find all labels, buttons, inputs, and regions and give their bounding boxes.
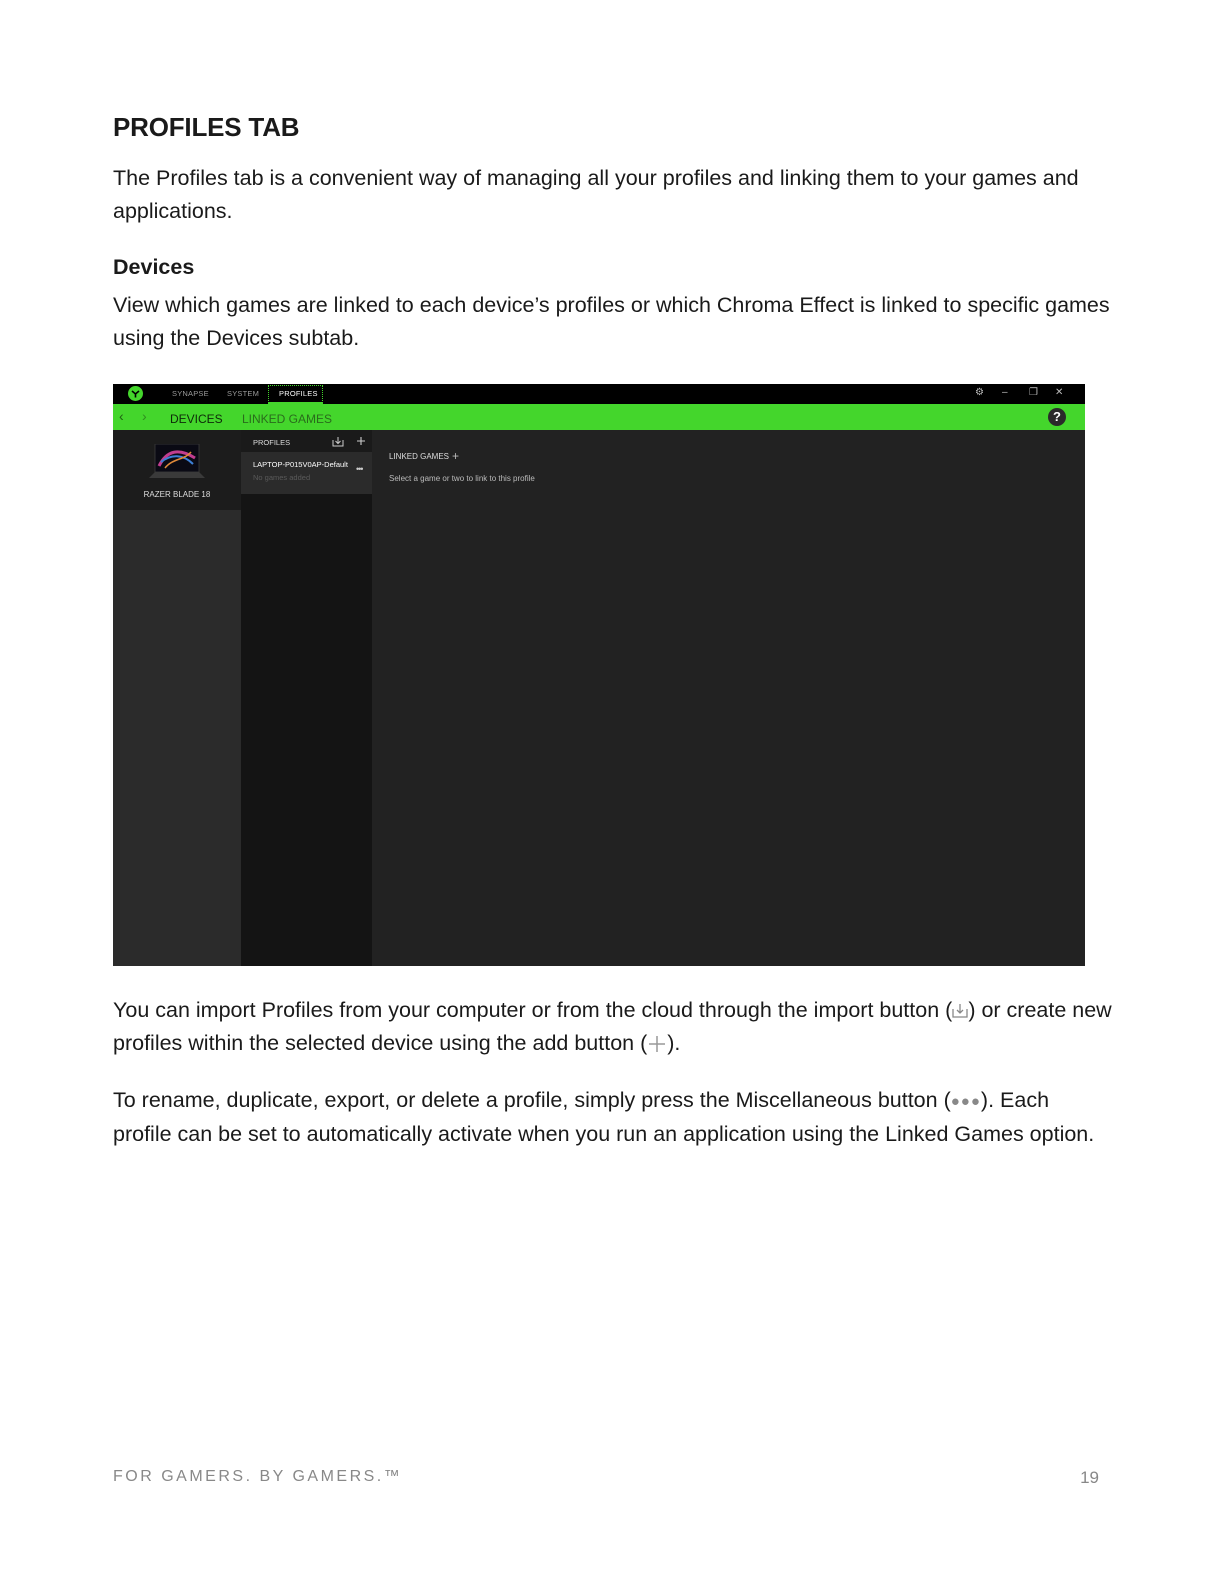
maximize-icon[interactable]: ❐ — [1029, 387, 1038, 398]
import-text-part1: You can import Profiles from your computer or from the cloud through the import button ( — [113, 998, 953, 1022]
import-icon — [952, 1003, 968, 1019]
linked-games-panel — [372, 430, 1085, 966]
tab-system[interactable]: SYSTEM — [227, 389, 260, 398]
device-column — [113, 430, 241, 966]
forward-arrow-icon[interactable]: › — [142, 408, 147, 424]
profiles-header-label: PROFILES — [253, 438, 291, 447]
misc-text-part2: ). Each profile can be set to automatically activate when you run an application using the Linked Games option. — [113, 1088, 1095, 1146]
import-text-part2: ) or create new profiles within the selected device using the add button ( — [113, 998, 1112, 1055]
device-card[interactable] — [113, 430, 241, 510]
close-icon[interactable]: ✕ — [1055, 387, 1064, 398]
razer-logo-icon — [128, 386, 143, 401]
subtab-linked-games[interactable]: LINKED GAMES — [242, 412, 333, 426]
page-number: 19 — [1080, 1468, 1099, 1487]
add-icon — [647, 1034, 667, 1054]
back-arrow-icon[interactable]: ‹ — [119, 408, 124, 424]
profile-name: LAPTOP-P015V0AP-Default — [253, 460, 348, 469]
profiles-column — [241, 430, 372, 966]
import-paragraph — [113, 994, 1113, 1060]
help-icon[interactable]: ? — [1048, 408, 1066, 426]
import-icon[interactable] — [332, 436, 344, 447]
subtab-devices[interactable]: DEVICES — [170, 412, 223, 426]
synapse-window-screenshot — [113, 384, 1085, 966]
profiles-header — [241, 430, 372, 452]
intro-paragraph: The Profiles tab is a convenient way of managing all your profiles and linking them to your games and applications. — [113, 166, 1079, 223]
linked-games-title: LINKED GAMES — [389, 452, 450, 461]
section-heading-devices: Devices — [113, 255, 195, 279]
device-name: RAZER BLADE 18 — [143, 490, 211, 499]
more-icon[interactable]: ••• — [356, 464, 363, 474]
add-icon[interactable] — [356, 436, 366, 446]
tab-profiles[interactable]: PROFILES — [279, 389, 318, 398]
profile-linked-games-status: No games added — [253, 473, 311, 482]
profile-list-item[interactable] — [241, 452, 372, 494]
laptop-image — [149, 444, 205, 480]
import-text-part3: ). — [667, 1031, 681, 1055]
title-bar — [113, 384, 1085, 404]
add-linked-game-icon[interactable]: + — [452, 449, 460, 463]
more-icon: ●●● — [950, 1092, 981, 1110]
devices-paragraph: View which games are linked to each device’s profiles or which Chroma Effect is linked to specific games using the Devices subtab. — [113, 293, 1110, 350]
page-title: PROFILES TAB — [113, 112, 300, 142]
linked-games-hint: Select a game or two to link to this profile — [389, 474, 535, 483]
footer-tagline: FOR GAMERS. BY GAMERS.™ — [113, 1468, 403, 1485]
misc-text-part1: To rename, duplicate, export, or delete a profile, simply press the Miscellaneous button ( — [113, 1088, 951, 1112]
tab-synapse[interactable]: SYNAPSE — [172, 389, 209, 398]
minimize-icon[interactable]: – — [1002, 387, 1008, 398]
misc-paragraph — [113, 1084, 1113, 1151]
gear-icon[interactable]: ⚙ — [975, 387, 984, 398]
